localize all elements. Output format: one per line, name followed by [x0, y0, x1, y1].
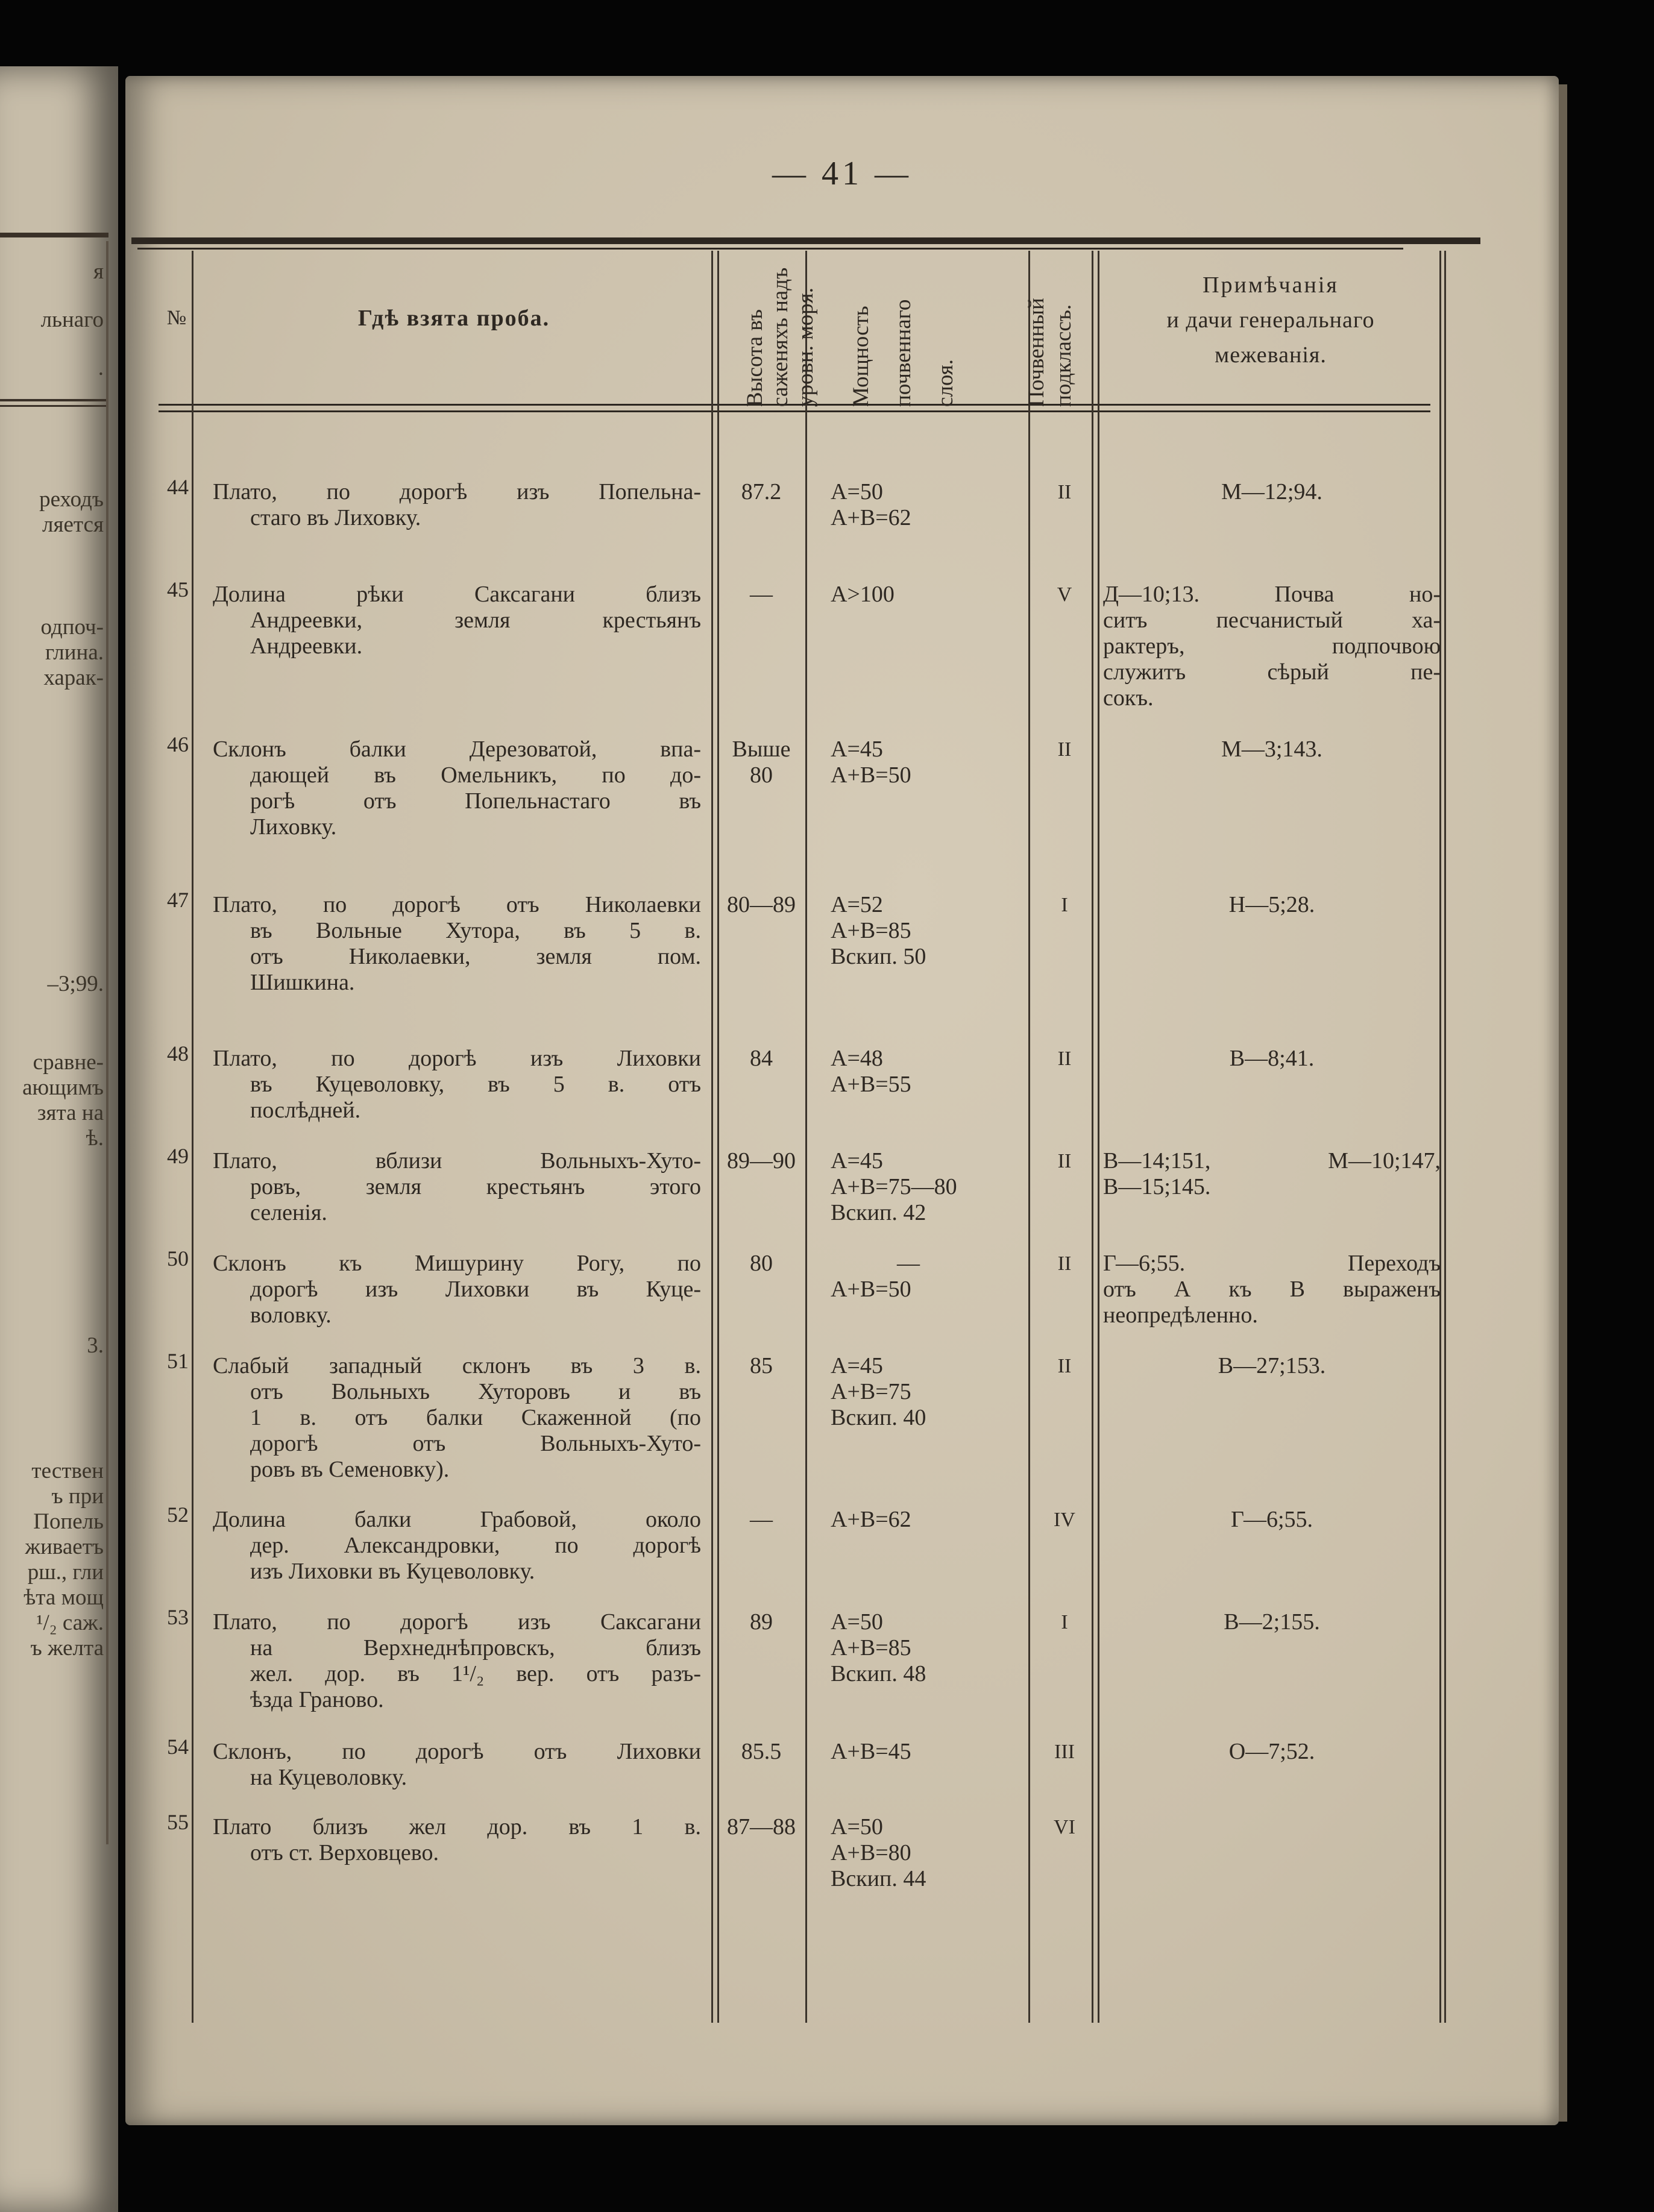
- altitude-value: [716, 1507, 807, 1533]
- notes-line: В—15;145.: [1103, 1174, 1211, 1199]
- row-notes: [1103, 1353, 1441, 1379]
- soil-subclass: II: [1057, 1048, 1072, 1070]
- page-number: — 41 —: [772, 155, 912, 192]
- table-top-rule-thin: [137, 248, 1403, 250]
- left-fragment-line: ающимъ: [22, 1075, 104, 1100]
- layer-thickness: [831, 1507, 911, 1533]
- sample-location: [213, 1251, 701, 1328]
- sample-location: [213, 1814, 701, 1866]
- thickness-line: А+В=80: [831, 1840, 911, 1865]
- sample-location-line: ровъ въ Семеновку).: [250, 1457, 450, 1482]
- altitude-line: —: [750, 582, 773, 607]
- sample-location-line: Шишкина.: [250, 970, 355, 995]
- header-altitude-line-3: уровн. моря.: [793, 287, 818, 407]
- sample-location-line: воловку.: [250, 1302, 332, 1328]
- notes-line: В—8;41.: [1229, 1046, 1315, 1071]
- sample-location-line: послѣдней.: [250, 1098, 361, 1123]
- header-place: Гдѣ взята проба.: [357, 306, 550, 331]
- notes-line: Н—5;28.: [1228, 892, 1315, 917]
- header-subclass-line-1: Почвенный: [1024, 298, 1049, 407]
- soil-subclass: III: [1054, 1741, 1075, 1763]
- layer-thickness: [831, 737, 911, 788]
- soil-subclass: VI: [1054, 1816, 1075, 1838]
- soil-subclass: II: [1057, 1355, 1072, 1377]
- altitude-value: [716, 1251, 807, 1277]
- sample-location: [213, 1507, 701, 1585]
- col-rule-place: [711, 251, 713, 2023]
- sample-location-line: на Верхнеднѣпровскъ, близъ: [250, 1635, 701, 1661]
- left-fragment-line: тествен: [31, 1459, 104, 1483]
- thickness-line: Вскип. 40: [831, 1405, 926, 1430]
- altitude-value: [716, 1353, 807, 1379]
- sample-location-line: въ Куцеволовку, въ 5 в. отъ: [250, 1072, 701, 1097]
- notes-line: сокъ.: [1103, 685, 1154, 711]
- left-fragment-line: сравне-: [33, 1050, 104, 1075]
- notes-line: В—27;153.: [1218, 1353, 1326, 1378]
- sample-location-line: Склонъ, по дорогѣ отъ Лиховки: [213, 1739, 701, 1764]
- altitude-value: [716, 1148, 807, 1174]
- thickness-line: А+В=85: [831, 918, 911, 943]
- row-number: 47: [167, 888, 189, 912]
- notes-line: рактеръ, подпочвою: [1103, 633, 1441, 659]
- header-number: №: [166, 307, 187, 329]
- book-page: [125, 76, 1559, 2125]
- soil-subclass: II: [1057, 738, 1072, 761]
- left-fragment-line: 3.: [87, 1333, 104, 1358]
- header-notes-line-2: и дачи генеральнаго: [1166, 307, 1375, 333]
- sample-location-line: жел. дор. въ 1¹/₂ вер. отъ разъ-: [250, 1661, 701, 1686]
- sample-location-line: на Куцеволовку.: [250, 1765, 407, 1790]
- notes-line: Г—6;55.: [1230, 1507, 1313, 1532]
- soil-subclass: II: [1057, 1150, 1072, 1172]
- layer-thickness: [831, 1353, 926, 1431]
- sample-location-line: отъ Вольныхъ Хуторовъ и въ: [250, 1379, 701, 1404]
- header-thickness-line-2: почвеннаго: [891, 299, 916, 407]
- soil-subclass: II: [1057, 1252, 1072, 1275]
- altitude-value: [716, 737, 807, 788]
- left-header-rule-2: [0, 405, 108, 407]
- row-notes: [1103, 1609, 1441, 1635]
- layer-thickness: [831, 1739, 911, 1765]
- thickness-line: А+В=55: [831, 1072, 911, 1097]
- sample-location-line: Плато, по дорогѣ изъ Лиховки: [213, 1046, 701, 1071]
- soil-subclass: V: [1057, 583, 1072, 606]
- altitude-line: 80: [750, 1251, 773, 1276]
- sample-location-line: Плато, вблизи Вольныхъ-Хуто-: [213, 1148, 701, 1174]
- header-notes-line-1: Примѣчанія: [1203, 272, 1339, 298]
- sample-location: [213, 479, 701, 531]
- left-fragment-line: реходъ: [39, 487, 104, 512]
- sample-location-line: Андреевки.: [250, 633, 363, 659]
- altitude-line: 85.5: [741, 1739, 782, 1764]
- sample-location-line: дер. Александровки, по дорогѣ: [250, 1533, 701, 1558]
- notes-line: отъ А къ В выраженъ: [1103, 1277, 1441, 1302]
- header-thickness-line-1: Мощность: [849, 306, 873, 407]
- row-number: 48: [167, 1042, 189, 1066]
- sample-location-line: Слабый западный склонъ въ 3 в.: [213, 1353, 701, 1378]
- col-rule-thick: [1028, 251, 1030, 2023]
- thickness-line: А=50: [831, 479, 883, 504]
- sample-location-line: изъ Лиховки въ Куцеволовку.: [250, 1559, 535, 1584]
- notes-line: Д—10;13. Почва но-: [1103, 582, 1441, 607]
- sample-location: [213, 1739, 701, 1791]
- thickness-line: А=45: [831, 737, 883, 762]
- altitude-line: 87—88: [727, 1814, 796, 1840]
- left-page-fragment: [0, 66, 118, 2212]
- thickness-line: А=50: [831, 1609, 883, 1635]
- layer-thickness: [831, 1814, 926, 1892]
- altitude-value: [716, 1814, 807, 1840]
- sample-location-line: ровъ, земля крестьянъ этого: [250, 1174, 701, 1199]
- col-rule-sub-2: [1098, 251, 1099, 2023]
- row-notes: [1103, 1507, 1441, 1533]
- sample-location-line: селенія.: [250, 1200, 327, 1225]
- altitude-line: 85: [750, 1353, 773, 1378]
- thickness-line: А+В=45: [831, 1739, 911, 1764]
- altitude-value: [716, 479, 807, 505]
- notes-line: М—3;143.: [1221, 737, 1322, 762]
- row-notes: [1103, 1148, 1441, 1200]
- sample-location-line: дорогѣ отъ Вольныхъ-Хуто-: [250, 1431, 701, 1456]
- row-notes: [1103, 479, 1441, 505]
- altitude-line: 84: [750, 1046, 773, 1071]
- left-fragment-line: зята на: [37, 1101, 104, 1125]
- notes-line: Г—6;55. Переходъ: [1103, 1251, 1441, 1276]
- row-number: 45: [167, 577, 189, 602]
- altitude-line: 89: [750, 1609, 773, 1635]
- altitude-line: —: [750, 1507, 773, 1532]
- left-fragment-line: одпоч-: [40, 615, 104, 639]
- sample-location-line: Склонъ балки Дерезоватой, впа-: [213, 737, 701, 762]
- sample-location-line: ѣзда Граново.: [250, 1687, 384, 1712]
- row-number: 44: [167, 475, 189, 499]
- altitude-line: 87.2: [741, 479, 782, 504]
- left-fragment-line: я: [93, 259, 104, 284]
- row-number: 50: [167, 1246, 189, 1271]
- thickness-line: А=50: [831, 1814, 883, 1840]
- thickness-line: Вскип. 44: [831, 1866, 926, 1891]
- left-fragment-line: ѣта мощ: [24, 1585, 104, 1610]
- sample-location-line: Плато, по дорогѣ изъ Саксагани: [213, 1609, 701, 1635]
- left-fragment-line: рш., гли: [27, 1560, 104, 1585]
- sample-location: [213, 1609, 701, 1713]
- soil-subclass: I: [1061, 1611, 1068, 1633]
- thickness-line: А+В=85: [831, 1635, 911, 1661]
- sample-location: [213, 737, 701, 840]
- sample-location: [213, 1148, 701, 1226]
- sample-location: [213, 582, 701, 659]
- row-notes: [1103, 892, 1441, 918]
- thickness-line: А=45: [831, 1353, 883, 1378]
- row-notes: [1103, 1046, 1441, 1072]
- altitude-value: [716, 1739, 807, 1765]
- row-number: 46: [167, 732, 189, 756]
- soil-subclass: I: [1061, 894, 1068, 916]
- left-fragment-line: Попель: [33, 1509, 104, 1534]
- left-fragment-line: .: [98, 356, 104, 380]
- sample-location-line: дающей въ Омельникъ, по до-: [250, 762, 701, 788]
- header-altitude-line-1: Высота въ: [743, 309, 767, 407]
- layer-thickness: [831, 582, 895, 608]
- row-notes: [1103, 1739, 1441, 1765]
- row-number: 49: [167, 1144, 189, 1168]
- sample-location-line: отъ Николаевки, земля пом.: [250, 944, 701, 969]
- thickness-line: —: [897, 1251, 920, 1276]
- sample-location-line: стаго въ Лиховку.: [250, 505, 421, 530]
- thickness-line: А+В=75: [831, 1379, 911, 1404]
- layer-thickness: [831, 1609, 926, 1687]
- altitude-line: Выше: [732, 737, 791, 762]
- sample-location-line: отъ ст. Верховцево.: [250, 1840, 439, 1865]
- row-notes: [1103, 1251, 1441, 1328]
- sample-location-line: 1 в. отъ балки Скаженной (по: [250, 1405, 701, 1430]
- altitude-value: [716, 1609, 807, 1635]
- left-fragment-line: живаетъ: [25, 1535, 104, 1559]
- notes-line: В—14;151, М—10;147,: [1103, 1148, 1441, 1174]
- layer-thickness: [831, 892, 926, 970]
- header-notes: [1102, 268, 1439, 372]
- left-fragment-line: ѣ.: [86, 1126, 104, 1151]
- table-top-rule: [131, 237, 1480, 244]
- left-fragment-line: –3;99.: [47, 972, 104, 996]
- left-fragment-line: ¹/₂ саж.: [36, 1610, 104, 1635]
- thickness-line: А+В=75—80: [831, 1174, 957, 1199]
- sample-location-line: Плато, по дорогѣ изъ Попельна-: [213, 479, 701, 504]
- left-fragment-line: ъ желта: [30, 1636, 104, 1661]
- sample-location-line: Плато близъ жел дор. въ 1 в.: [213, 1814, 701, 1840]
- thickness-line: А+В=50: [831, 1277, 911, 1302]
- notes-line: служитъ сѣрый пе-: [1103, 659, 1441, 685]
- sample-location-line: рогѣ отъ Попельнастаго въ: [250, 788, 701, 814]
- altitude-value: [716, 1046, 807, 1072]
- page-edge: [1559, 84, 1567, 2122]
- sample-location-line: Лиховку.: [250, 814, 337, 840]
- thickness-line: А+В=62: [831, 1507, 911, 1532]
- thickness-line: А=52: [831, 892, 883, 917]
- thickness-line: А+В=62: [831, 505, 911, 530]
- sample-location-line: Андреевки, земля крестьянъ: [250, 608, 701, 633]
- row-number: 54: [167, 1735, 189, 1759]
- left-header-rule: [0, 399, 108, 401]
- thickness-line: А>100: [831, 582, 895, 607]
- layer-thickness: [831, 1148, 957, 1226]
- left-column-rule: [106, 241, 108, 1844]
- sample-location-line: въ Вольные Хутора, въ 5 в.: [250, 918, 701, 943]
- thickness-line: А=48: [831, 1046, 883, 1071]
- header-subclass-line-2: подклассъ.: [1051, 304, 1076, 407]
- col-rule-num: [192, 251, 193, 2023]
- left-fragment-line: ъ при: [51, 1484, 104, 1509]
- layer-thickness: [831, 1251, 920, 1302]
- col-rule-notes-2: [1444, 251, 1446, 2023]
- notes-line: О—7;52.: [1228, 1739, 1315, 1764]
- thickness-line: Вскип. 48: [831, 1661, 926, 1686]
- notes-line: неопредѣленно.: [1103, 1302, 1258, 1328]
- sample-location-line: Склонъ къ Мишурину Рогу, по: [213, 1251, 701, 1276]
- thickness-line: Вскип. 42: [831, 1200, 926, 1225]
- row-number: 53: [167, 1605, 189, 1629]
- layer-thickness: [831, 479, 911, 531]
- row-number: 55: [167, 1810, 189, 1834]
- row-number: 52: [167, 1503, 189, 1527]
- row-notes: [1103, 737, 1441, 762]
- altitude-value: [716, 892, 807, 918]
- header-notes-line-3: межеванія.: [1215, 342, 1327, 368]
- header-altitude-line-2: саженяхъ надъ: [768, 267, 793, 407]
- thickness-line: Вскип. 50: [831, 944, 926, 969]
- altitude-value: [716, 582, 807, 608]
- left-fragment-line: льнаго: [40, 307, 104, 332]
- sample-location-line: дорогѣ изъ Лиховки въ Куце-: [250, 1277, 701, 1302]
- thickness-line: А+В=50: [831, 762, 911, 788]
- soil-subclass: IV: [1054, 1509, 1075, 1531]
- left-fragment-line: глина.: [45, 640, 104, 665]
- layer-thickness: [831, 1046, 911, 1098]
- soil-subclass: II: [1057, 481, 1072, 503]
- row-number: 51: [167, 1349, 189, 1373]
- altitude-line: 80: [750, 762, 773, 788]
- header-bottom-rule-2: [159, 410, 1430, 412]
- left-fragment-line: харак-: [43, 665, 104, 690]
- sample-location: [213, 892, 701, 996]
- sample-location-line: Долина рѣки Саксагани близъ: [213, 582, 701, 607]
- sample-location: [213, 1046, 701, 1123]
- notes-line: ситъ песчанистый ха-: [1103, 608, 1441, 633]
- sample-location-line: Долина балки Грабовой, около: [213, 1507, 701, 1532]
- altitude-line: 80—89: [727, 892, 796, 917]
- left-fragment-line: ляется: [42, 512, 104, 537]
- header-thickness-line-3: слоя.: [933, 359, 958, 407]
- notes-line: В—2;155.: [1224, 1609, 1320, 1635]
- sample-location: [213, 1353, 701, 1483]
- notes-line: М—12;94.: [1221, 479, 1322, 504]
- row-notes: [1103, 582, 1441, 711]
- sample-location-line: Плато, по дорогѣ отъ Николаевки: [213, 892, 701, 917]
- left-top-rule: [0, 233, 108, 237]
- thickness-line: А=45: [831, 1148, 883, 1174]
- altitude-line: 89—90: [727, 1148, 796, 1174]
